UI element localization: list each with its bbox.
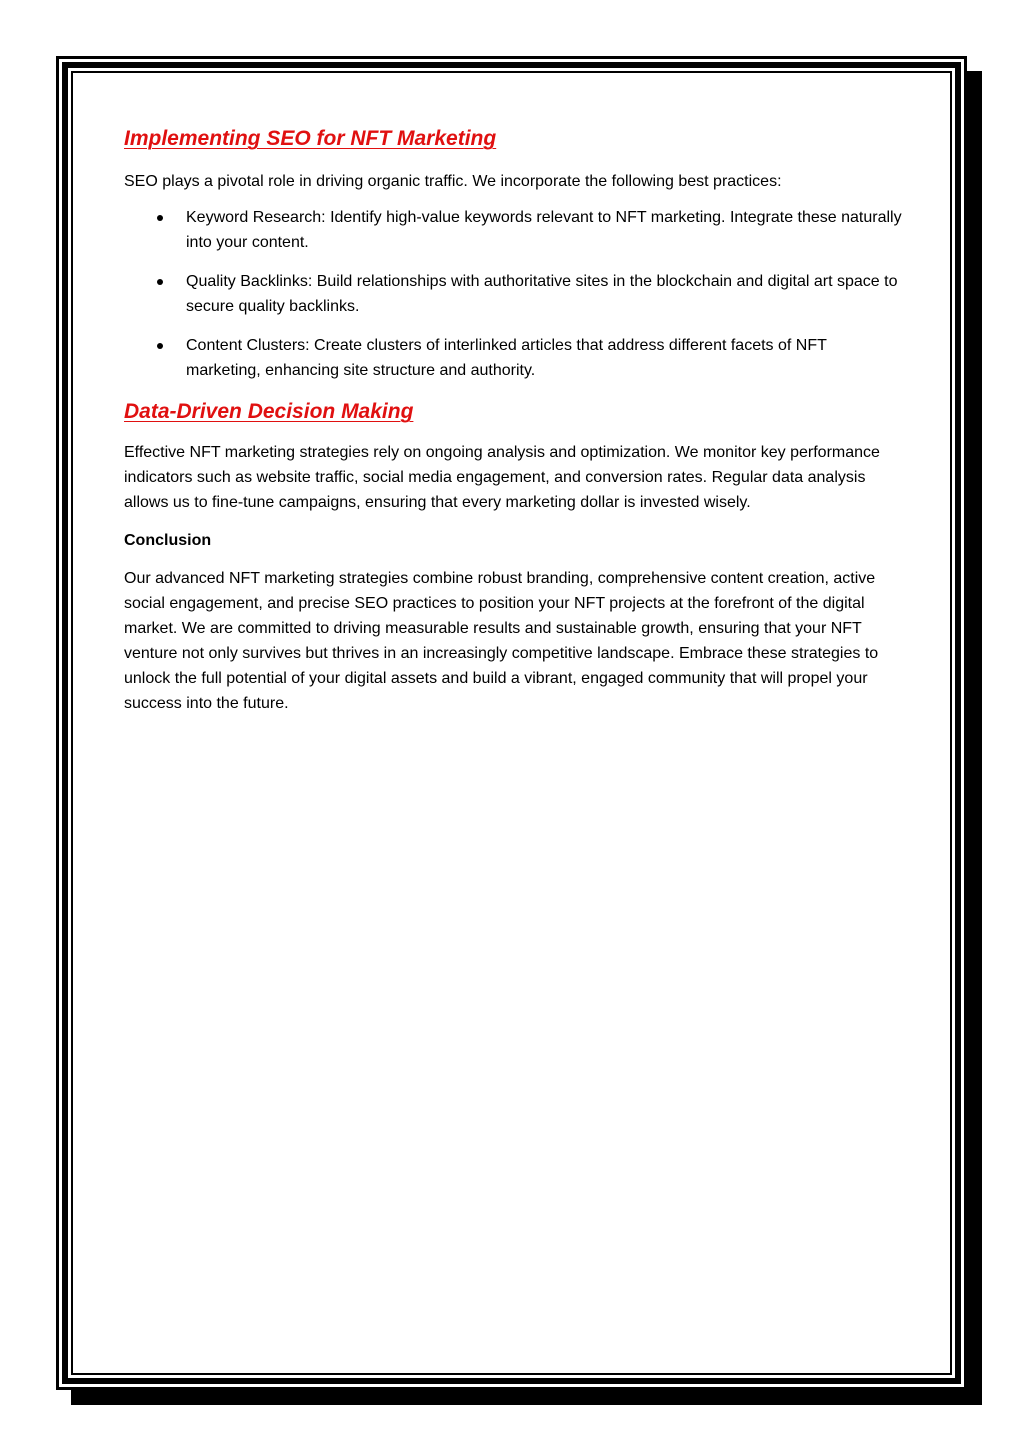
section-intro: SEO plays a pivotal role in driving organic traffic. We incorporate the following best practices: bbox=[124, 173, 782, 190]
conclusion-title: Conclusion bbox=[124, 532, 212, 549]
list-item bbox=[124, 333, 904, 383]
bullet-icon bbox=[157, 215, 163, 221]
best-practices-list bbox=[124, 205, 904, 383]
conclusion-paragraph: Our advanced NFT marketing strategies combine robust branding, comprehensive content creation, active social engagement, and precise SEO practices to position your NFT projects at the forefront of the digital market. We are committed to driving measurable results and sustainable growth, ensuring that your NFT venture not only survives but thrives in an increasingly competitive landscape. Embrace these strategies to unlock the full potential of your digital assets and build a vibrant, engaged community that will propel your success into the future. bbox=[124, 570, 879, 712]
list-item-text: Quality Backlinks: Build relationships with authoritative sites in the blockchain and digital art space to secure quality backlinks. bbox=[186, 273, 898, 315]
section-heading-data-driven: Data-Driven Decision Making bbox=[124, 400, 414, 423]
section-heading-seo: Implementing SEO for NFT Marketing bbox=[124, 127, 497, 150]
bullet-icon bbox=[157, 343, 163, 349]
list-item-text: Content Clusters: Create clusters of interlinked articles that address different facets of NFT marketing, enhancing site structure and authority. bbox=[186, 337, 827, 379]
document-content bbox=[124, 124, 904, 716]
data-driven-paragraph: Effective NFT marketing strategies rely on ongoing analysis and optimization. We monitor key performance indicators such as website traffic, social media engagement, and conversion rates. Regular data analysis allows us to fine-tune campaigns, ensuring that every marketing dollar is invested wisely. bbox=[124, 444, 880, 511]
list-item-text: Keyword Research: Identify high-value keywords relevant to NFT marketing. Integrate these naturally into your content. bbox=[186, 209, 902, 251]
bullet-icon bbox=[157, 279, 163, 285]
list-item bbox=[124, 205, 904, 255]
list-item bbox=[124, 269, 904, 319]
